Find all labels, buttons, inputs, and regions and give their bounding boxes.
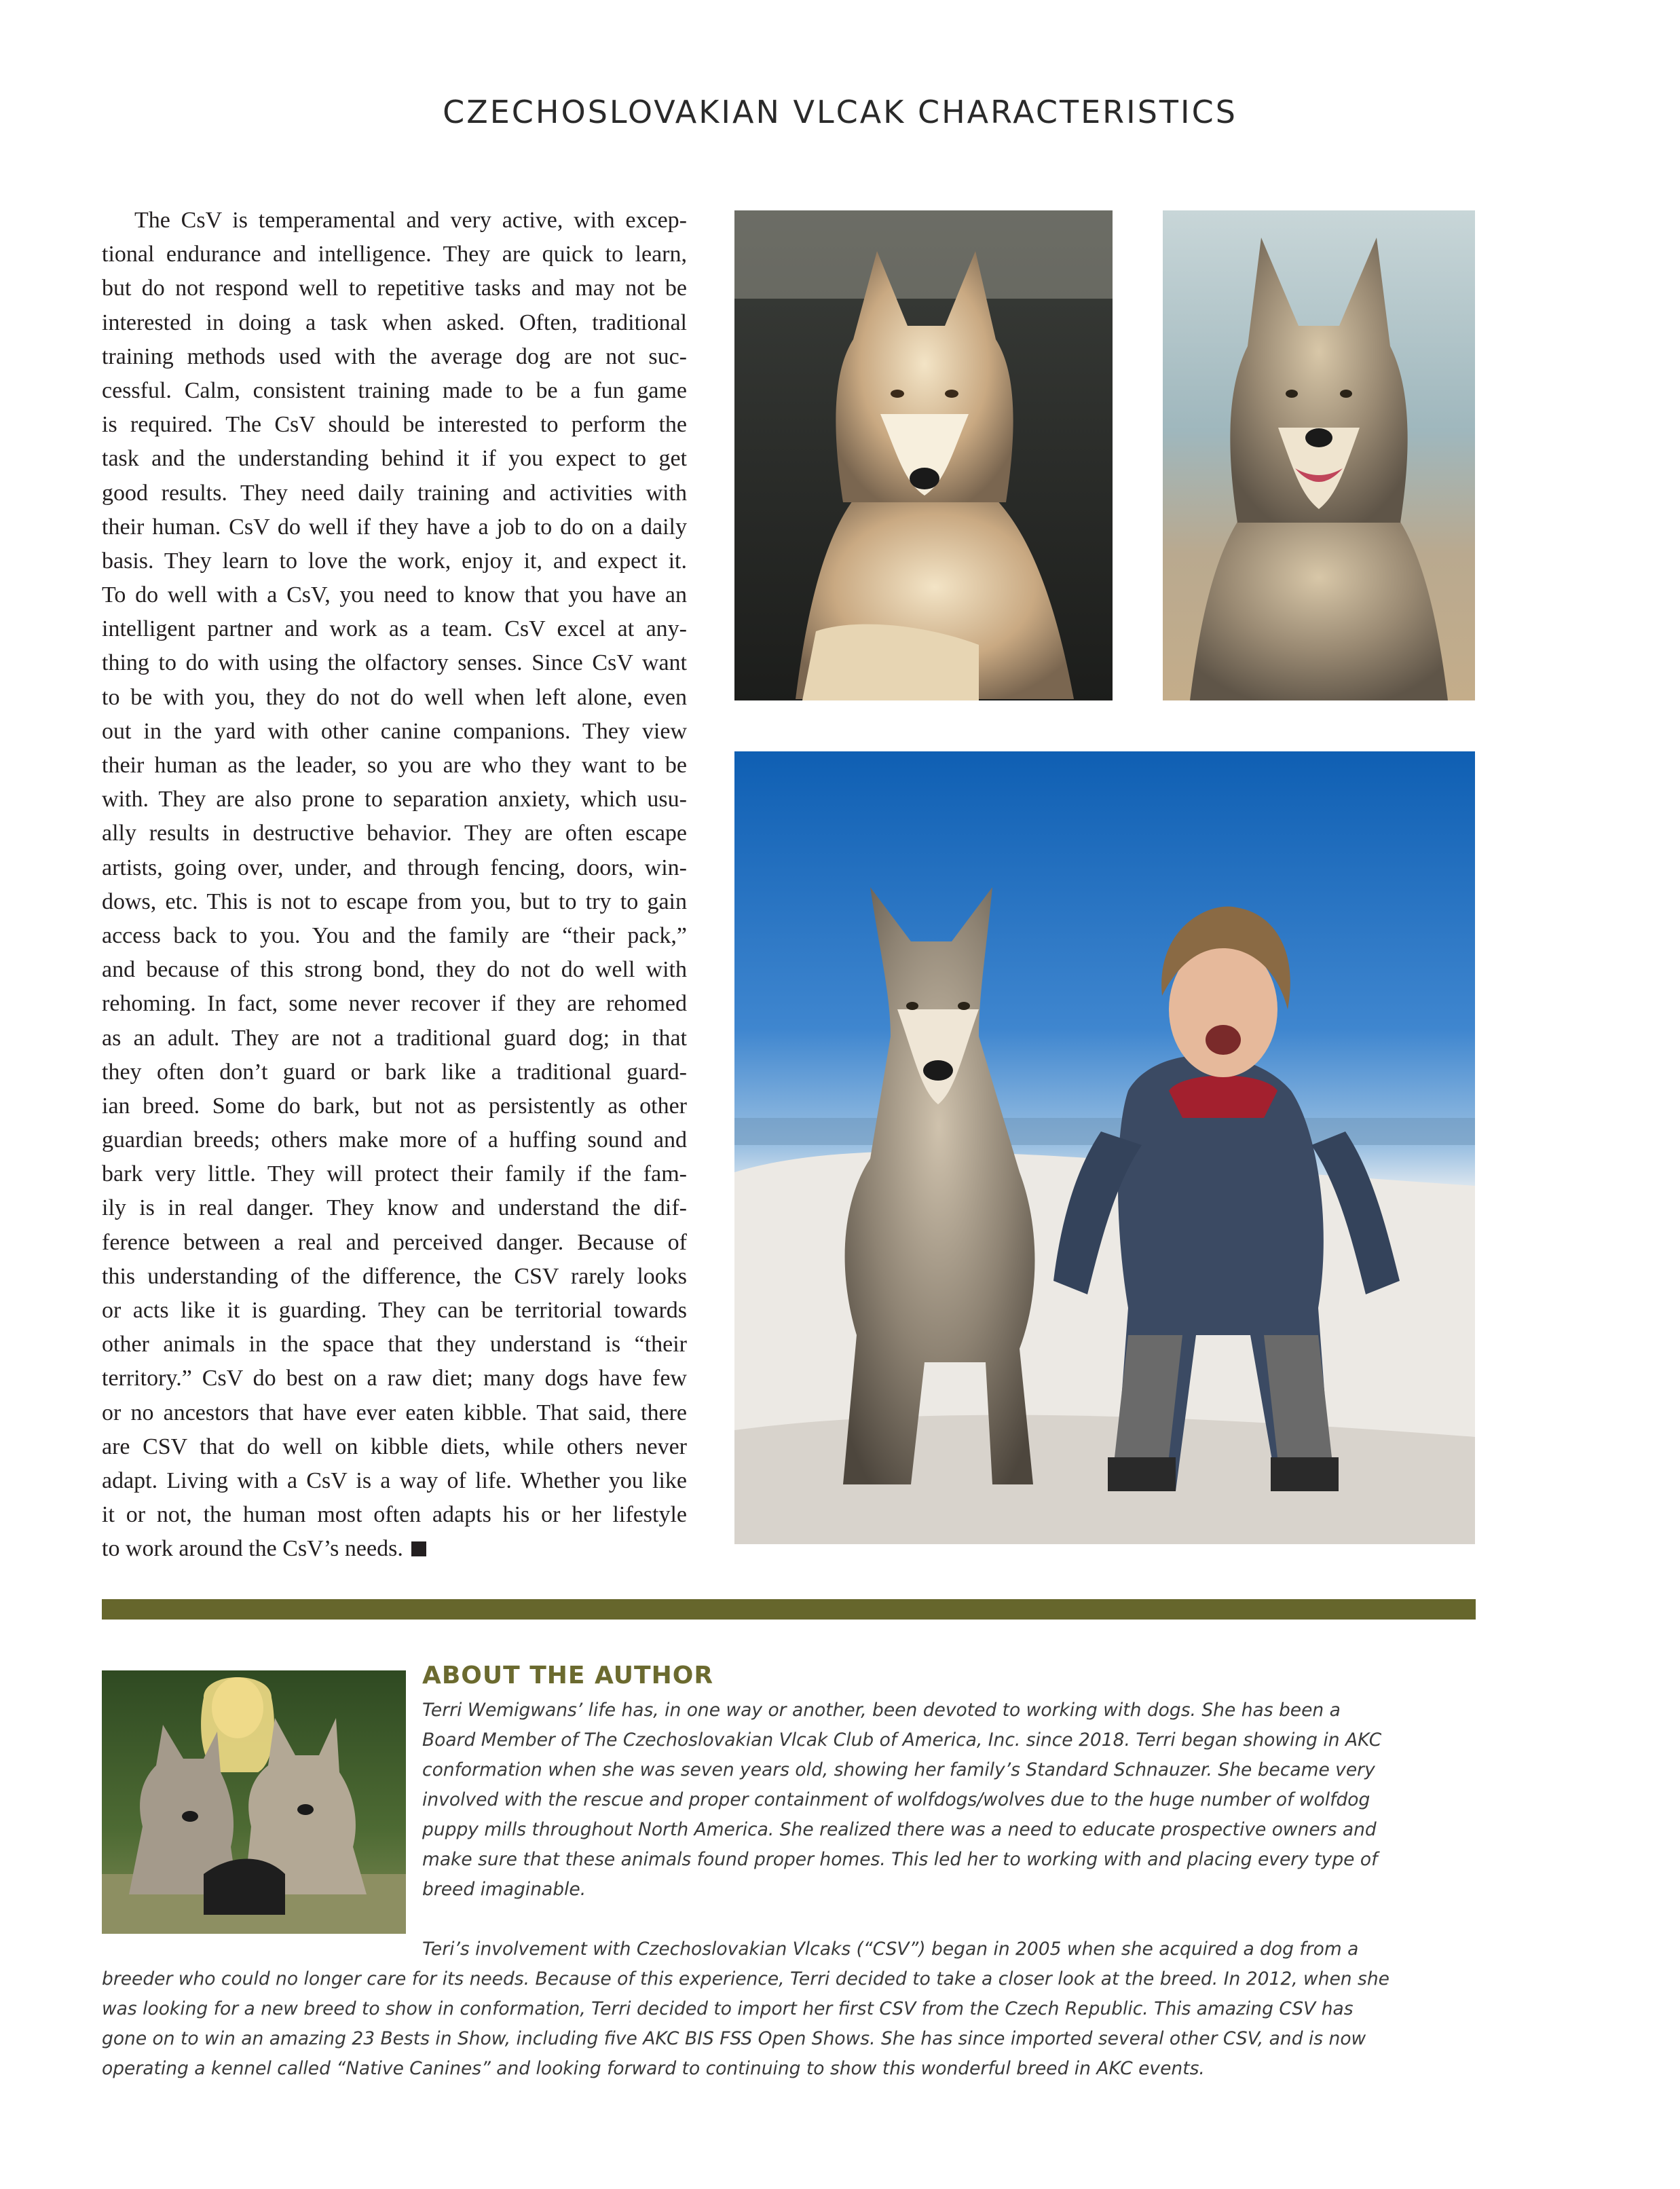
bio-line: operating a kennel called “Native Canines” and looking forward to continuing to show this wonderful breed in AKC events.	[102, 2058, 1205, 2079]
article-line: as an adult. They are not a traditional guard dog; in that	[102, 1025, 687, 1051]
article-line: adapt. Living with a CsV is a way of life. Whether you like	[102, 1467, 687, 1493]
article-line: territory.” CsV do best on a raw diet; many dogs have few	[102, 1366, 687, 1391]
article-line: but do not respond well to repetitive tasks and may not be	[102, 276, 687, 301]
article-line: guardian breeds; others make more of a huffing sound and	[102, 1127, 687, 1153]
author-photo	[102, 1670, 406, 1934]
article-line: to be with you, they do not do well when left alone, even	[102, 684, 687, 710]
article-line: ian breed. Some do bark, but not as persistently as other	[102, 1093, 687, 1119]
article-line: or acts like it is guarding. They can be territorial towards	[102, 1298, 687, 1323]
article-line: training methods used with the average dog are not suc-	[102, 343, 687, 369]
article-line: dows, etc. This is not to escape from you, but to try to gain	[102, 888, 687, 914]
article-line: ily is in real danger. They know and understand the dif-	[102, 1195, 687, 1221]
article-body	[102, 204, 687, 1567]
bio-line: Teri’s involvement with Czechoslovakian Vlcaks (“CSV”) began in 2005 when she acquired a dog from a	[422, 1939, 1359, 1960]
bio-line: conformation when she was seven years old, showing her family’s Standard Schnauzer. She became very	[422, 1759, 1375, 1780]
article-line: basis. They learn to love the work, enjoy it, and expect it.	[102, 548, 687, 574]
article-line: they often don’t guard or bark like a traditional guard-	[102, 1059, 687, 1085]
photo-dog-on-beach	[1163, 210, 1475, 700]
article-line: The CsV is temperamental and very active, with excep-	[134, 208, 687, 233]
article-last-text: to work around the CsV’s needs.	[102, 1536, 403, 1562]
article-line: good results. They need daily training and activities with	[102, 480, 687, 506]
article-line: it or not, the human most often adapts his or her lifestyle	[102, 1502, 687, 1528]
photo-dog-in-car	[734, 210, 1113, 700]
bio-line: breed imaginable.	[422, 1879, 586, 1900]
author-bio-bottom	[102, 1934, 1487, 2084]
page-title: CZECHOSLOVAKIAN VLCAK CHARACTERISTICS	[443, 94, 1237, 130]
article-line: bark very little. They will protect their family if the fam-	[102, 1161, 687, 1187]
author-bio-top	[422, 1696, 1481, 1905]
bio-line: gone on to win an amazing 23 Bests in Show, including five AKC BIS FSS Open Shows. She has since imported several other CSV, and is now	[102, 2028, 1366, 2049]
article-line: their human. CsV do well if they have a job to do on a daily	[102, 514, 687, 540]
article-line: cessful. Calm, consistent training made to be a fun game	[102, 377, 687, 403]
end-mark-icon	[411, 1541, 426, 1556]
article-line: other animals in the space that they understand is “their	[102, 1332, 687, 1358]
article-line: this understanding of the difference, the CSV rarely looks	[102, 1263, 687, 1289]
article-line: artists, going over, under, and through fencing, doors, win-	[102, 855, 687, 880]
bio-line: involved with the rescue and proper containment of wolfdogs/wolves due to the huge number of wolfdog	[422, 1789, 1370, 1810]
article-line: or no ancestors that have ever eaten kibble. That said, there	[102, 1400, 687, 1425]
article-line: ference between a real and perceived danger. Because of	[102, 1229, 687, 1255]
bio-line: Board Member of The Czechoslovakian Vlcak Club of America, Inc. since 2018. Terri began showing in AKC	[422, 1729, 1382, 1751]
photo-dog-with-child	[734, 751, 1475, 1544]
bio-line: Terri Wemigwans’ life has, in one way or another, been devoted to working with dogs. She has been a	[422, 1700, 1341, 1721]
bio-line: make sure that these animals found proper homes. This led her to working with and placing every type of	[422, 1849, 1378, 1870]
bio-line: was looking for a new breed to show in conformation, Terri decided to import her first CSV from the Czech Republic. This amazing CSV has	[102, 1998, 1354, 2019]
article-line: intelligent partner and work as a team. CsV excel at any-	[102, 616, 687, 642]
bio-line: breeder who could no longer care for its needs. Because of this experience, Terri decided to take a closer look at the breed. In 2012, when she	[102, 1968, 1389, 1989]
article-line: access back to you. You and the family are “their pack,”	[102, 922, 687, 948]
article-line: with. They are also prone to separation anxiety, which usu-	[102, 787, 687, 812]
article-line: are CSV that do well on kibble diets, while others never	[102, 1434, 687, 1459]
article-line: their human as the leader, so you are who they want to be	[102, 753, 687, 778]
article-line: tional endurance and intelligence. They are quick to learn,	[102, 242, 687, 267]
article-line: ally results in destructive behavior. They are often escape	[102, 821, 687, 846]
article-line: task and the understanding behind it if you expect to get	[102, 446, 687, 472]
article-line-last	[102, 1532, 687, 1566]
article-line: To do well with a CsV, you need to know that you have an	[102, 582, 687, 608]
about-author-title: ABOUT THE AUTHOR	[422, 1662, 714, 1689]
article-line: and because of this strong bond, they do not do well with	[102, 957, 687, 983]
article-line: out in the yard with other canine companions. They view	[102, 718, 687, 744]
article-line: interested in doing a task when asked. Often, traditional	[102, 310, 687, 335]
article-line: is required. The CsV should be interested to perform the	[102, 412, 687, 438]
section-divider	[102, 1599, 1476, 1620]
article-line: thing to do with using the olfactory senses. Since CsV want	[102, 650, 687, 676]
bio-line: puppy mills throughout North America. She realized there was a need to educate prospective owners and	[422, 1819, 1377, 1840]
article-line: rehoming. In fact, some never recover if they are rehomed	[102, 991, 687, 1017]
